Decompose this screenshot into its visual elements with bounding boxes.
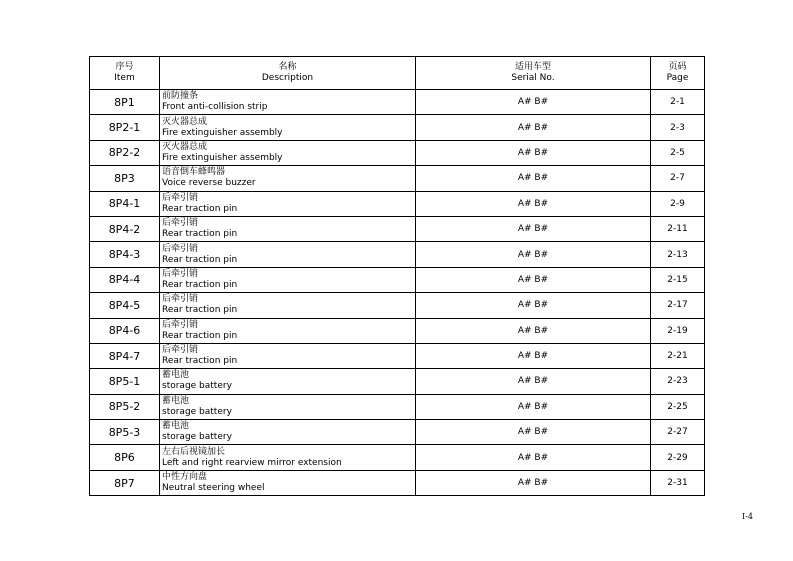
item-cell: 8P6: [90, 445, 160, 470]
table-row: [90, 394, 705, 419]
description-zh: 后牵引销: [162, 319, 199, 330]
header-page: [651, 57, 705, 90]
serial-cell: A# B#: [416, 293, 651, 318]
description-zh: 蓄电池: [162, 421, 190, 432]
description-en: Rear traction pin: [162, 203, 238, 214]
serial-cell: A# B#: [416, 445, 651, 470]
item-cell: 8P4-4: [90, 267, 160, 292]
header-item-en: Item: [114, 73, 135, 83]
serial-cell: A# B#: [416, 242, 651, 267]
header-description-zh: 名称: [278, 62, 297, 72]
table-row: [90, 90, 705, 115]
item-cell: 8P5-1: [90, 369, 160, 394]
item-cell: 8P2-2: [90, 140, 160, 165]
serial-cell: A# B#: [416, 191, 651, 216]
description-cell: [160, 318, 416, 343]
header-description: [160, 57, 416, 90]
item-cell: 8P7: [90, 470, 160, 495]
serial-cell: A# B#: [416, 166, 651, 191]
description-zh: 后牵引销: [162, 268, 199, 279]
description-en: storage battery: [162, 406, 232, 417]
page-cell: 2-9: [651, 191, 705, 216]
page-cell: 2-1: [651, 90, 705, 115]
serial-cell: A# B#: [416, 267, 651, 292]
description-cell: [160, 90, 416, 115]
item-cell: 8P4-3: [90, 242, 160, 267]
table-row: [90, 166, 705, 191]
description-en: Fire extinguisher assembly: [162, 152, 283, 163]
table-row: [90, 267, 705, 292]
header-description-en: Description: [261, 73, 314, 83]
header-page-en: Page: [666, 73, 689, 83]
page-cell: 2-11: [651, 216, 705, 241]
item-cell: 8P5-2: [90, 394, 160, 419]
description-cell: [160, 445, 416, 470]
description-cell: [160, 191, 416, 216]
item-cell: 8P2-1: [90, 115, 160, 140]
serial-cell: A# B#: [416, 90, 651, 115]
description-cell: [160, 140, 416, 165]
item-cell: 8P5-3: [90, 420, 160, 445]
page-number: I-4: [742, 512, 753, 521]
description-cell: [160, 216, 416, 241]
serial-cell: A# B#: [416, 115, 651, 140]
description-cell: [160, 267, 416, 292]
table-row: [90, 343, 705, 368]
page-cell: 2-25: [651, 394, 705, 419]
item-cell: 8P4-6: [90, 318, 160, 343]
description-zh: 左右后视镜加长: [162, 446, 226, 457]
item-cell: 8P4-5: [90, 293, 160, 318]
description-en: Left and right rearview mirror extension: [162, 457, 342, 468]
table-row: [90, 470, 705, 495]
description-zh: 语音倒车蜂鸣器: [162, 167, 226, 178]
item-cell: 8P3: [90, 166, 160, 191]
description-cell: [160, 166, 416, 191]
item-cell: 8P4-1: [90, 191, 160, 216]
table-header-row: [90, 57, 705, 90]
description-en: Neutral steering wheel: [162, 483, 265, 494]
description-cell: [160, 115, 416, 140]
page-cell: 2-3: [651, 115, 705, 140]
serial-cell: A# B#: [416, 470, 651, 495]
page-cell: 2-15: [651, 267, 705, 292]
table-row: [90, 216, 705, 241]
header-item: [90, 57, 160, 90]
page-cell: 2-19: [651, 318, 705, 343]
item-cell: 8P4-7: [90, 343, 160, 368]
description-en: Fire extinguisher assembly: [162, 127, 283, 138]
description-en: Rear traction pin: [162, 229, 238, 240]
description-zh: 前防撞条: [162, 91, 199, 102]
description-cell: [160, 369, 416, 394]
page-cell: 2-5: [651, 140, 705, 165]
description-cell: [160, 394, 416, 419]
serial-cell: A# B#: [416, 343, 651, 368]
serial-cell: A# B#: [416, 369, 651, 394]
description-en: Rear traction pin: [162, 356, 238, 367]
table-row: [90, 140, 705, 165]
page-cell: 2-31: [651, 470, 705, 495]
table-row: [90, 191, 705, 216]
description-en: Front anti-collision strip: [162, 102, 268, 113]
header-serial-en: Serial No.: [511, 73, 555, 83]
header-serial-zh: 适用车型: [514, 62, 551, 72]
item-cell: 8P1: [90, 90, 160, 115]
page-cell: 2-27: [651, 420, 705, 445]
serial-cell: A# B#: [416, 394, 651, 419]
table-row: [90, 445, 705, 470]
description-cell: [160, 343, 416, 368]
description-zh: 灭火器总成: [162, 141, 208, 152]
description-en: Rear traction pin: [162, 330, 238, 341]
page-cell: 2-7: [651, 166, 705, 191]
description-zh: 灭火器总成: [162, 116, 208, 127]
table-row: [90, 115, 705, 140]
description-en: Rear traction pin: [162, 254, 238, 265]
description-zh: 后牵引销: [162, 243, 199, 254]
description-zh: 后牵引销: [162, 192, 199, 203]
description-cell: [160, 420, 416, 445]
header-item-zh: 序号: [115, 62, 134, 72]
description-cell: [160, 293, 416, 318]
parts-index-table: [89, 56, 705, 496]
table-row: [90, 318, 705, 343]
header-page-zh: 页码: [668, 62, 687, 72]
description-zh: 后牵引销: [162, 294, 199, 305]
table-row: [90, 293, 705, 318]
description-zh: 蓄电池: [162, 370, 190, 381]
table-row: [90, 369, 705, 394]
item-cell: 8P4-2: [90, 216, 160, 241]
page-cell: 2-17: [651, 293, 705, 318]
serial-cell: A# B#: [416, 420, 651, 445]
page-cell: 2-29: [651, 445, 705, 470]
description-zh: 中性方向盘: [162, 472, 208, 483]
description-zh: 后牵引销: [162, 345, 199, 356]
description-en: storage battery: [162, 381, 232, 392]
table-row: [90, 420, 705, 445]
description-en: storage battery: [162, 432, 232, 443]
serial-cell: A# B#: [416, 216, 651, 241]
serial-cell: A# B#: [416, 318, 651, 343]
description-zh: 蓄电池: [162, 395, 190, 406]
serial-cell: A# B#: [416, 140, 651, 165]
page-cell: 2-23: [651, 369, 705, 394]
page-cell: 2-21: [651, 343, 705, 368]
page-cell: 2-13: [651, 242, 705, 267]
description-cell: [160, 470, 416, 495]
description-en: Rear traction pin: [162, 305, 238, 316]
description-cell: [160, 242, 416, 267]
description-en: Voice reverse buzzer: [162, 178, 256, 189]
table-row: [90, 242, 705, 267]
description-en: Rear traction pin: [162, 279, 238, 290]
header-serial: [416, 57, 651, 90]
description-zh: 后牵引销: [162, 218, 199, 229]
